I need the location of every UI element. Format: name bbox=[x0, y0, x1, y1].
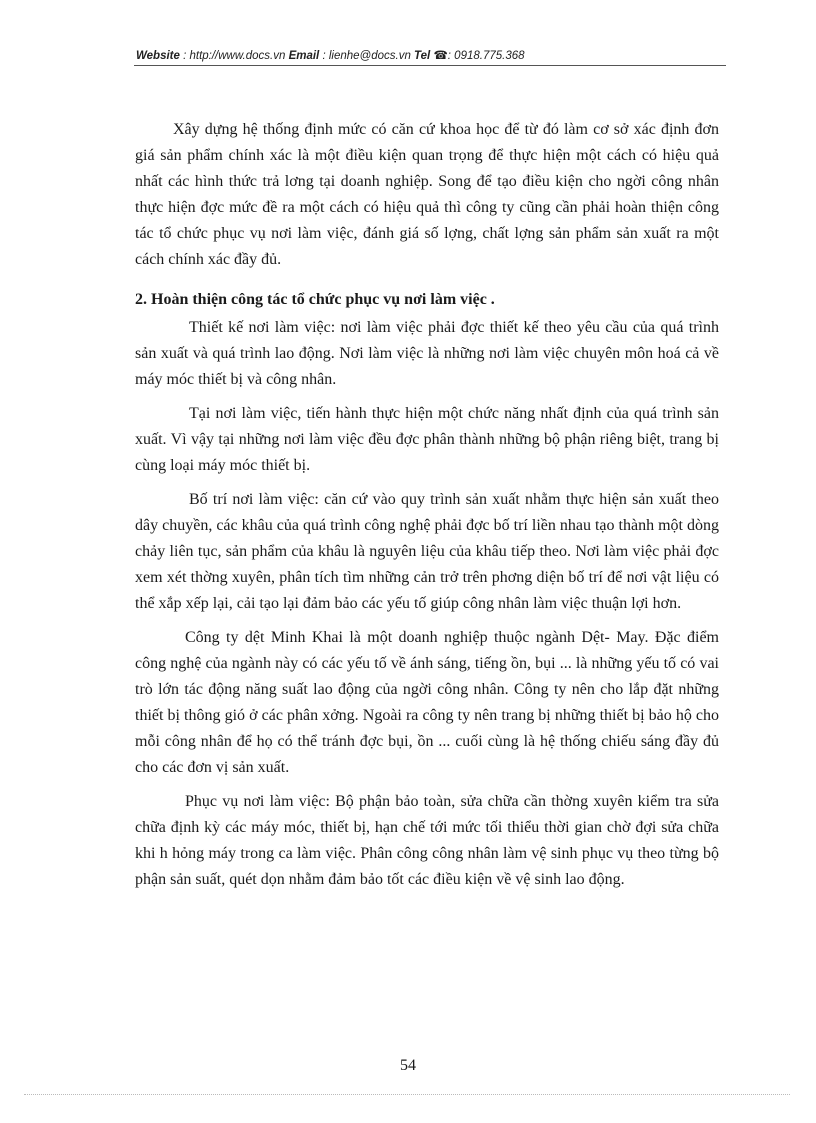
page-number: 54 bbox=[400, 1057, 416, 1074]
section-heading: 2. Hoàn thiện công tác tổ chức phục vụ nơi làm việc . bbox=[135, 291, 495, 308]
website-value: : http://www.docs.vn bbox=[183, 50, 286, 62]
paragraph-3: Tại nơi làm việc, tiến hành thực hiện một chức năng nhất định của quá trình sản xuất. Vì vậy tại những nơi làm việc đều đợc phân thành những bộ phận riêng biệt, trang bị cùng loại máy móc thiết bị. bbox=[135, 405, 719, 474]
website-label: Website bbox=[136, 50, 180, 62]
paragraph-2: Thiết kế nơi làm việc: nơi làm việc phải đợc thiết kế theo yêu cầu của quá trình sản xuất và quá trình lao động. Nơi làm việc là những nơi làm việc chuyên môn hoá cả về máy móc thiết bị và công nhân. bbox=[135, 319, 719, 388]
paragraph-5: Công ty dệt Minh Khai là một doanh nghiệp thuộc ngành Dệt- May. Đặc điểm công nghệ của ngành này có các yếu tố về ánh sáng, tiếng ồn, bụi ... là những yếu tố có vai trò lớn tác động năng suất lao động của ngời công nhân. Công ty nên cho lắp đặt những thiết bị thông gió ở các phân xởng. Ngoài ra công ty nên trang bị những thiết bị bảo hộ cho mỗi công nhân để họ có thể tránh đợc bụi, ồn ... cuối cùng là hệ thống chiếu sáng đầy đủ cho các đơn vị sản xuất. bbox=[135, 629, 719, 776]
page-header bbox=[136, 48, 726, 62]
email-label: Email bbox=[288, 50, 320, 62]
header-divider bbox=[134, 65, 726, 66]
paragraph-6: Phục vụ nơi làm việc: Bộ phận bảo toàn, sửa chữa cần thờng xuyên kiểm tra sửa chữa định kỳ các máy móc, thiết bị, hạn chế tới mức tối thiểu thời gian chờ đợi sửa chữa khi h hỏng máy trong ca làm việc. Phân công công nhân làm vệ sinh phục vụ theo từng bộ phận sản suất, quét dọn nhằm đảm bảo tốt các điều kiện về vệ sinh lao động. bbox=[135, 793, 719, 888]
tel-value: : 0918.775.368 bbox=[447, 50, 525, 62]
paragraph-1: Xây dựng hệ thống định mức có căn cứ khoa học để từ đó làm cơ sở xác định đơn giá sản phẩm chính xác là một điều kiện quan trọng để thực hiện một cách có hiệu quả nhất các hình thức trả lơng tại doanh nghiệp. Song để tạo điều kiện cho ngời công nhân thực hiện đợc mức đề ra một cách có hiệu quả thì công ty cũng cần phải hoàn thiện công tác tổ chức phục vụ nơi làm việc, đánh giá số lợng, chất lợng sản phẩm sản xuất ra một cách chính xác đầy đủ. bbox=[135, 121, 719, 268]
document-body bbox=[135, 117, 719, 901]
phone-icon: ☎ bbox=[433, 50, 448, 62]
paragraph-4: Bố trí nơi làm việc: căn cứ vào quy trình sản xuất nhằm thực hiện sản xuất theo dây chuyền, các khâu của quá trình công nghệ phải đợc bố trí liền nhau tạo thành một dòng chảy liên tục, sản phẩm của khâu là nguyên liệu của khâu tiếp theo. Nơi làm việc phải đợc xem xét thờng xuyên, phân tích tìm những cản trở trên phơng diện bố trí để nơi vật liệu có thể xắp xếp lại, cải tạo lại đảm bảo các yếu tố giúp công nhân làm việc thuận lợi hơn. bbox=[135, 491, 719, 612]
footer-divider bbox=[24, 1094, 790, 1095]
tel-label: Tel bbox=[414, 50, 431, 62]
email-value: : lienhe@docs.vn bbox=[322, 50, 411, 62]
